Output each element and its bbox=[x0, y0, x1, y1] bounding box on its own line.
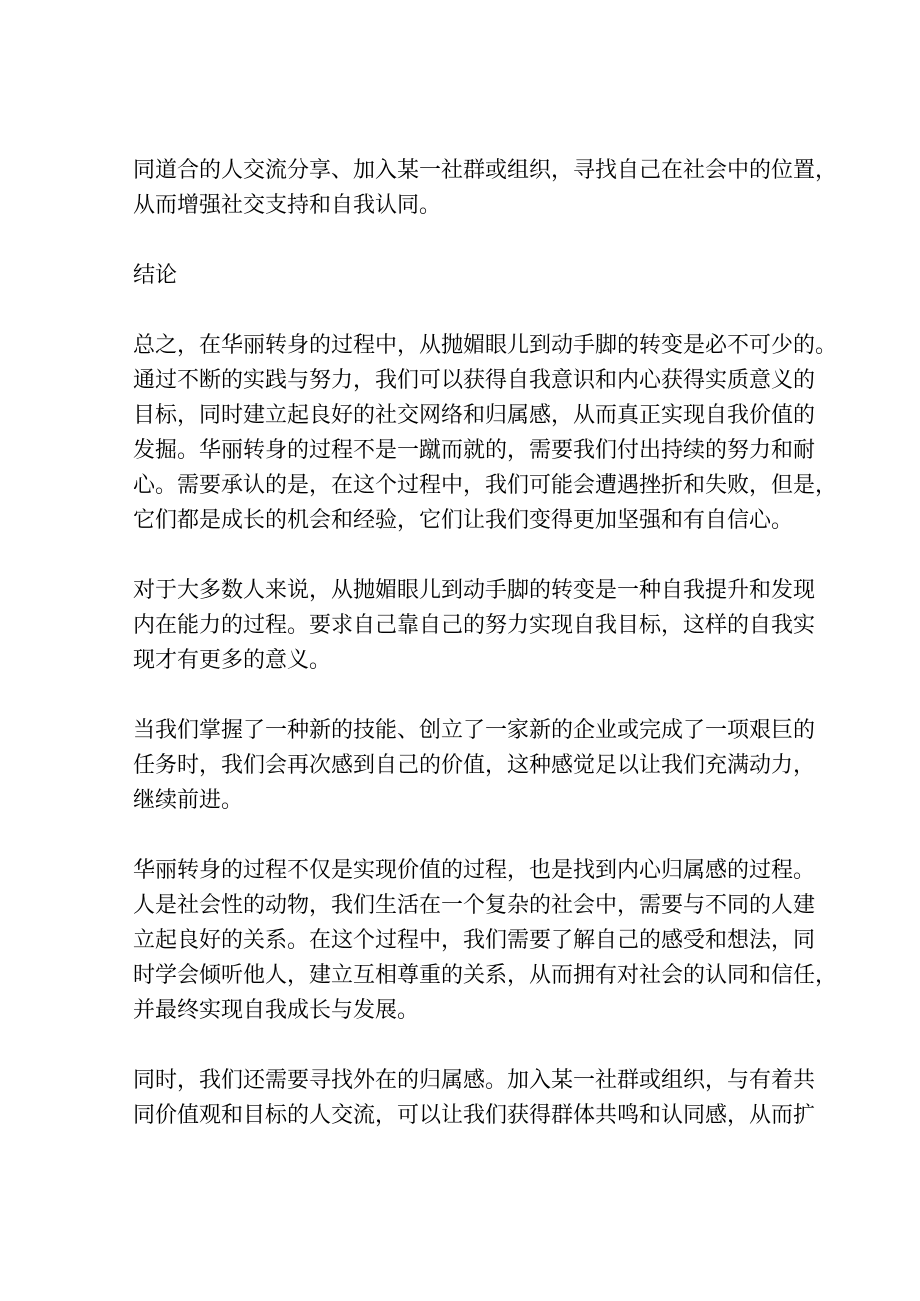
paragraph bbox=[133, 853, 838, 1028]
text-line: 目标，同时建立起良好的社交网络和归属感，从而真正实现自我价值的 bbox=[133, 403, 816, 428]
text-line: 任务时，我们会再次感到自己的价值，这种感觉足以让我们充满动力， bbox=[133, 753, 816, 778]
text-line: 总之，在华丽转身的过程中，从抛媚眼儿到动手脚的转变是必不可少的。 bbox=[133, 333, 838, 358]
text-line: 心。需要承认的是，在这个过程中，我们可能会遭遇挫折和失败，但是， bbox=[133, 473, 838, 498]
text-line: 内在能力的过程。要求自己靠自己的努力实现自我目标，这样的自我实 bbox=[133, 613, 816, 638]
text-line: 同价值观和目标的人交流，可以让我们获得群体共鸣和认同感，从而扩 bbox=[133, 1103, 816, 1128]
text-line: 发掘。华丽转身的过程不是一蹴而就的，需要我们付出持续的努力和耐 bbox=[133, 438, 816, 463]
paragraph bbox=[133, 1063, 816, 1133]
text-line: 华丽转身的过程不仅是实现价值的过程，也是找到内心归属感的过程。 bbox=[133, 858, 816, 883]
text-line: 继续前进。 bbox=[133, 788, 244, 813]
paragraph bbox=[133, 713, 816, 818]
text-line: 同时，我们还需要寻找外在的归属感。加入某一社群或组织，与有着共 bbox=[133, 1068, 816, 1093]
paragraph bbox=[133, 328, 838, 538]
text-line: 并最终实现自我成长与发展。 bbox=[133, 998, 420, 1023]
paragraph-continuation bbox=[133, 153, 838, 223]
text-line: 立起良好的关系。在这个过程中，我们需要了解自己的感受和想法，同 bbox=[133, 928, 816, 953]
text-line: 现才有更多的意义。 bbox=[133, 648, 332, 673]
text-line: 通过不断的实践与努力，我们可以获得自我意识和内心获得实质意义的 bbox=[133, 368, 816, 393]
section-heading-conclusion bbox=[133, 258, 813, 293]
heading-text: 结论 bbox=[133, 263, 178, 288]
text-line: 同道合的人交流分享、加入某一社群或组织，寻找自己在社会中的位置， bbox=[133, 158, 838, 183]
paragraph bbox=[133, 573, 816, 678]
text-line: 时学会倾听他人，建立互相尊重的关系，从而拥有对社会的认同和信任， bbox=[133, 963, 838, 988]
document-body bbox=[133, 153, 838, 1168]
text-line: 人是社会性的动物，我们生活在一个复杂的社会中，需要与不同的人建 bbox=[133, 893, 816, 918]
text-line: 从而增强社交支持和自我认同。 bbox=[133, 193, 442, 218]
text-line: 它们都是成长的机会和经验，它们让我们变得更加坚强和有自信心。 bbox=[133, 508, 794, 533]
text-line: 当我们掌握了一种新的技能、创立了一家新的企业或完成了一项艰巨的 bbox=[133, 718, 816, 743]
text-line: 对于大多数人来说，从抛媚眼儿到动手脚的转变是一种自我提升和发现 bbox=[133, 578, 816, 603]
